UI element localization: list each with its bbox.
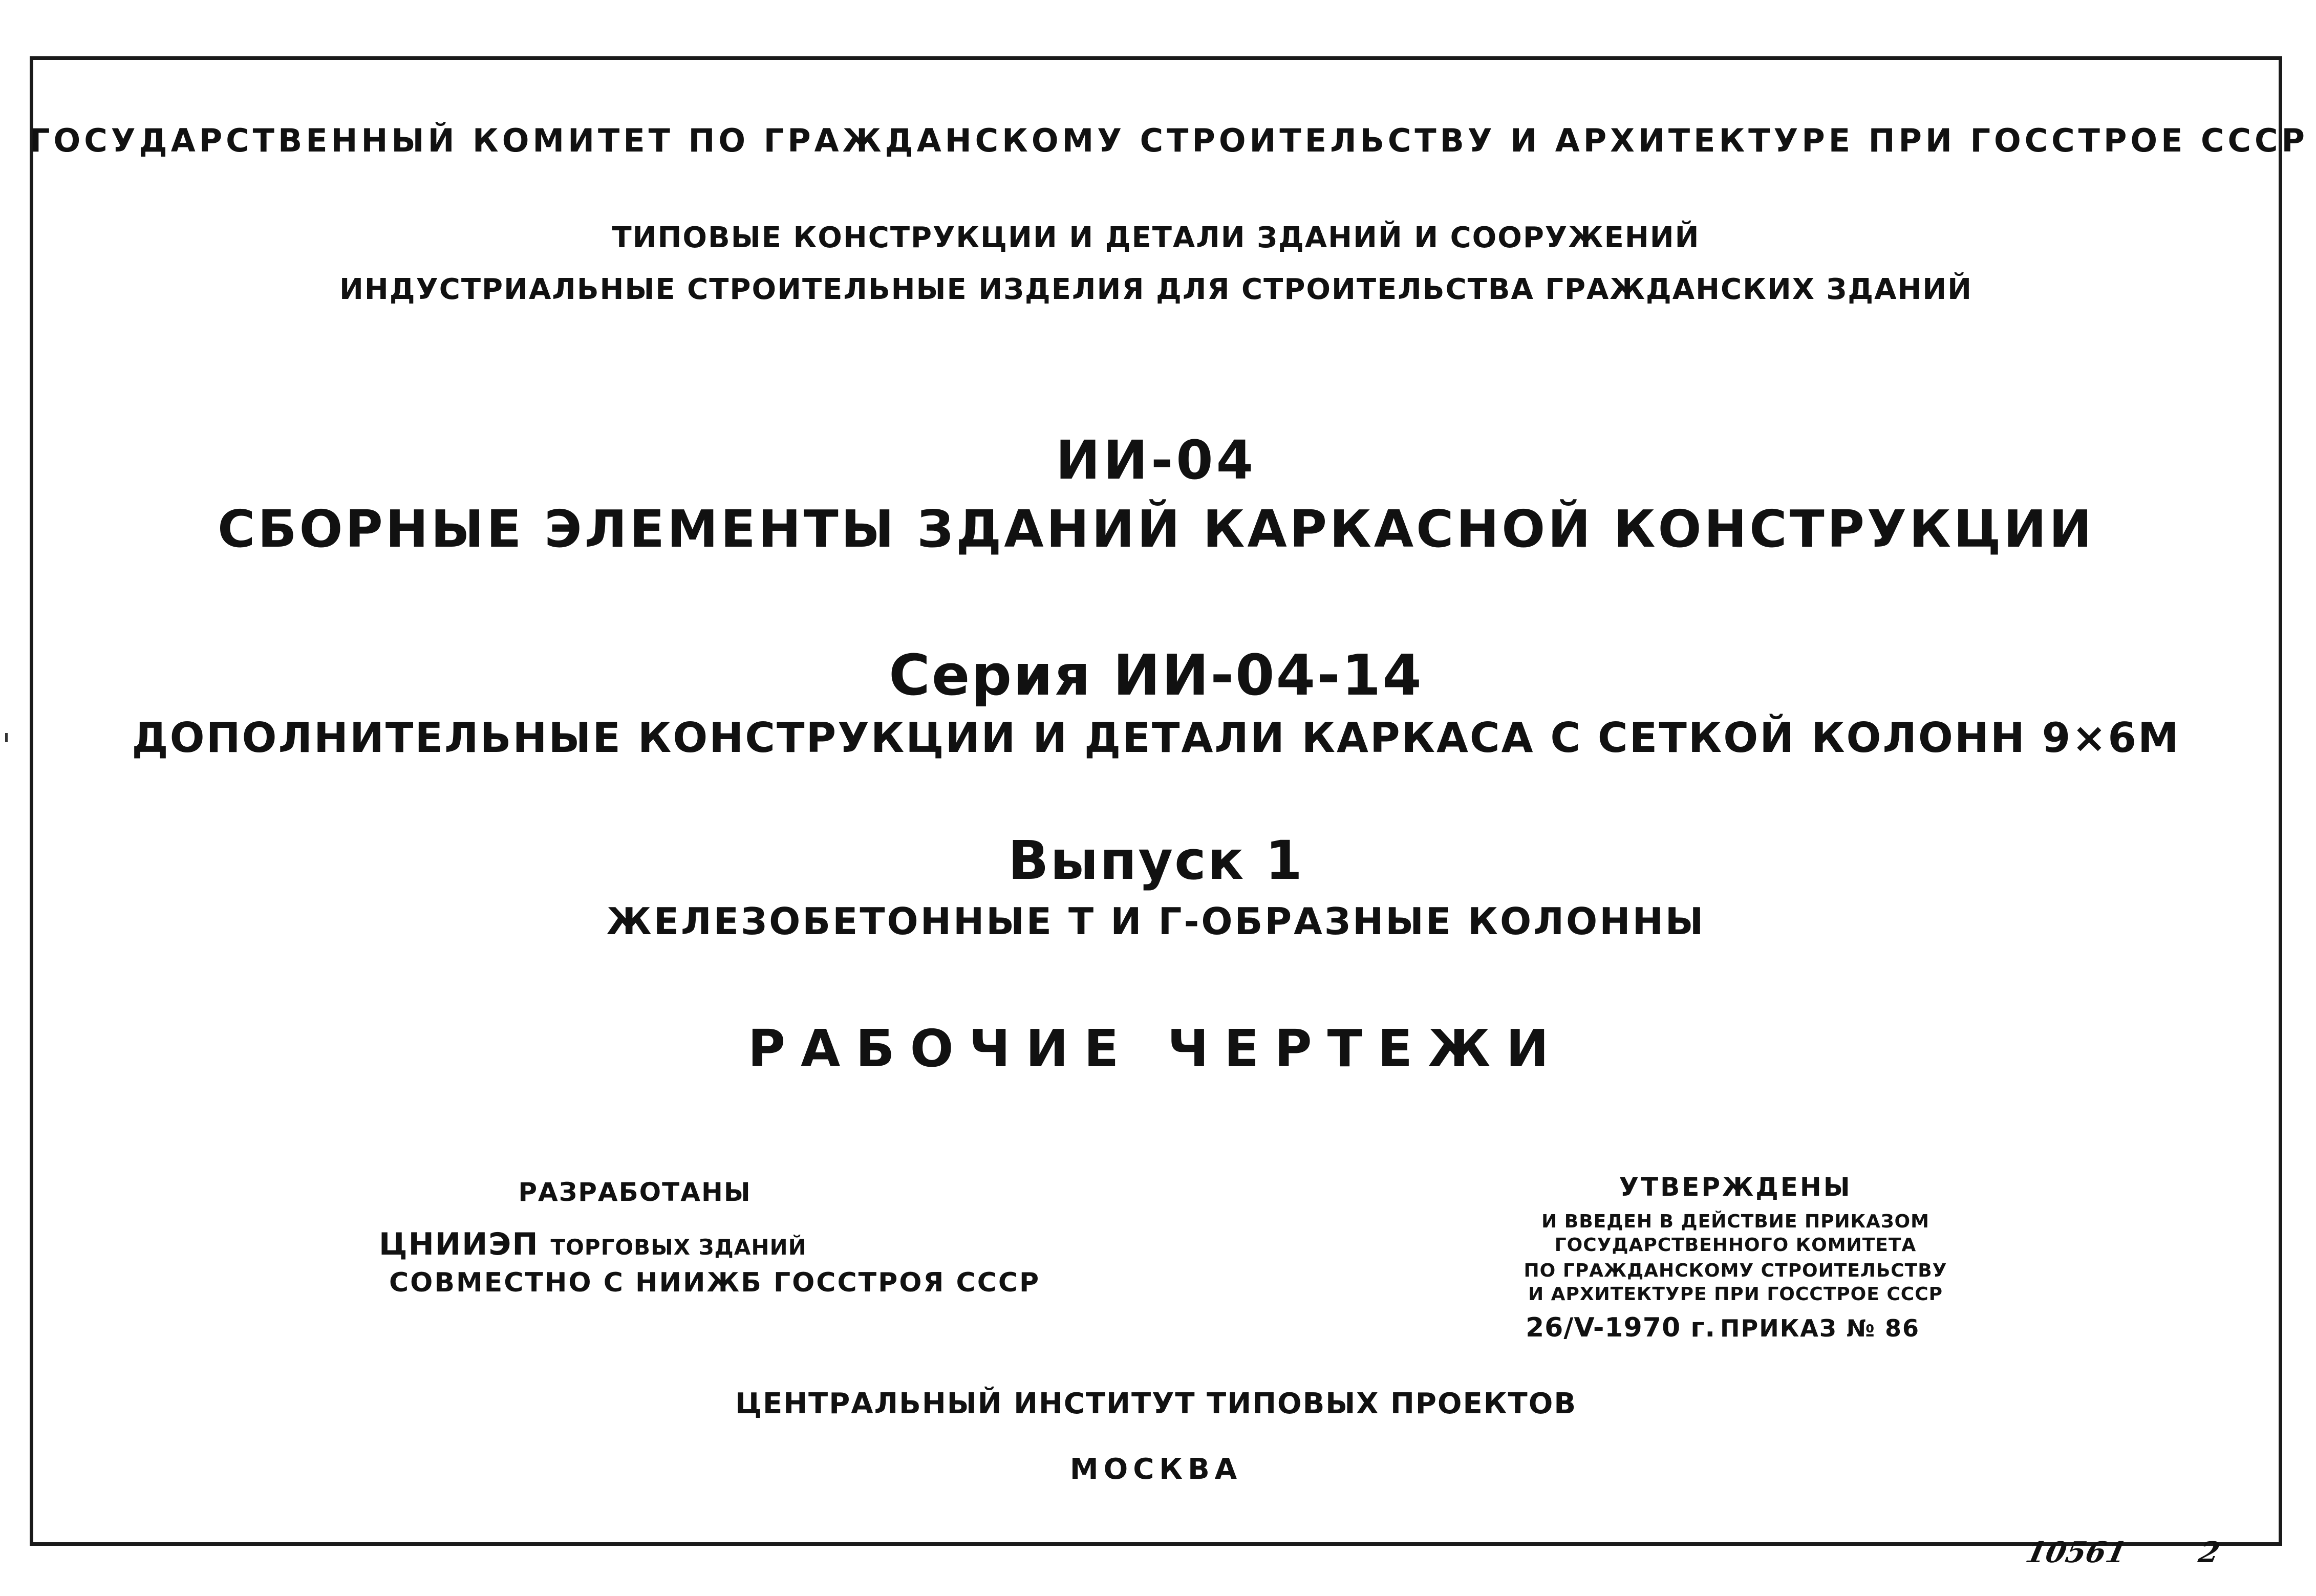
issue-heading: Выпуск 1 (1008, 829, 1304, 892)
document-title: СБОРНЫЕ ЭЛЕМЕНТЫ ЗДАНИЙ КАРКАСНОЙ КОНСТРУКЦИИ (217, 499, 2095, 559)
series-subtitle: ДОПОЛНИТЕЛЬНЫЕ КОНСТРУКЦИИ И ДЕТАЛИ КАРКАСА С СЕТКОЙ КОЛОНН 9×6М (132, 714, 2180, 762)
approved-line: И АРХИТЕКТУРЕ ПРИ ГОССТРОЕ СССР (1528, 1284, 1943, 1305)
inventory-number: 10561 (2022, 1536, 2130, 1569)
working-drawings-title: РАБОЧИЕ ЧЕРТЕЖИ (747, 1019, 1564, 1079)
document-code: ИИ-04 (1056, 429, 1256, 491)
margin-mark (5, 733, 8, 742)
approved-line: И ВВЕДЕН В ДЕЙСТВИЕ ПРИКАЗОМ (1541, 1211, 1929, 1232)
issue-subtitle: ЖЕЛЕЗОБЕТОННЫЕ Т И Г-ОБРАЗНЫЕ КОЛОННЫ (606, 900, 1706, 943)
developer-org-name: ЦНИИЭП (379, 1226, 539, 1262)
series-heading: Серия ИИ-04-14 (889, 642, 1423, 708)
approved-line: ГОСУДАРСТВЕННОГО КОМИТЕТА (1554, 1235, 1917, 1256)
developed-heading: РАЗРАБОТАНЫ (518, 1177, 752, 1207)
co-developer-line: СОВМЕСТНО С НИИЖБ ГОССТРОЯ СССР (389, 1267, 1041, 1298)
typical-structures-line: ТИПОВЫЕ КОНСТРУКЦИИ И ДЕТАЛИ ЗДАНИЙ И СООРУЖЕНИЙ (612, 221, 1700, 254)
publisher-city: МОСКВА (1069, 1453, 1242, 1486)
publisher-institute: ЦЕНТРАЛЬНЫЙ ИНСТИТУТ ТИПОВЫХ ПРОЕКТОВ (735, 1387, 1577, 1420)
industrial-products-line: ИНДУСТРИАЛЬНЫЕ СТРОИТЕЛЬНЫЕ ИЗДЕЛИЯ ДЛЯ СТРОИТЕЛЬСТВА ГРАЖДАНСКИХ ЗДАНИЙ (339, 273, 1973, 306)
committee-heading: ГОСУДАРСТВЕННЫЙ КОМИТЕТ ПО ГРАЖДАНСКОМУ СТРОИТЕЛЬСТВУ И АРХИТЕКТУРЕ ПРИ ГОССТРОЕ СССР (30, 122, 2308, 159)
page-number: 2 (2195, 1536, 2223, 1569)
approved-line: ПО ГРАЖДАНСКОМУ СТРОИТЕЛЬСТВУ (1524, 1260, 1947, 1281)
developer-org-rest: ТОРГОВЫХ ЗДАНИЙ (550, 1235, 807, 1260)
approved-heading: УТВЕРЖДЕНЫ (1619, 1172, 1852, 1202)
developer-organization (379, 1226, 807, 1262)
order-number: ПРИКАЗ № 86 (1720, 1314, 1920, 1342)
approval-date: 26/V-1970 г. (1526, 1312, 1716, 1343)
